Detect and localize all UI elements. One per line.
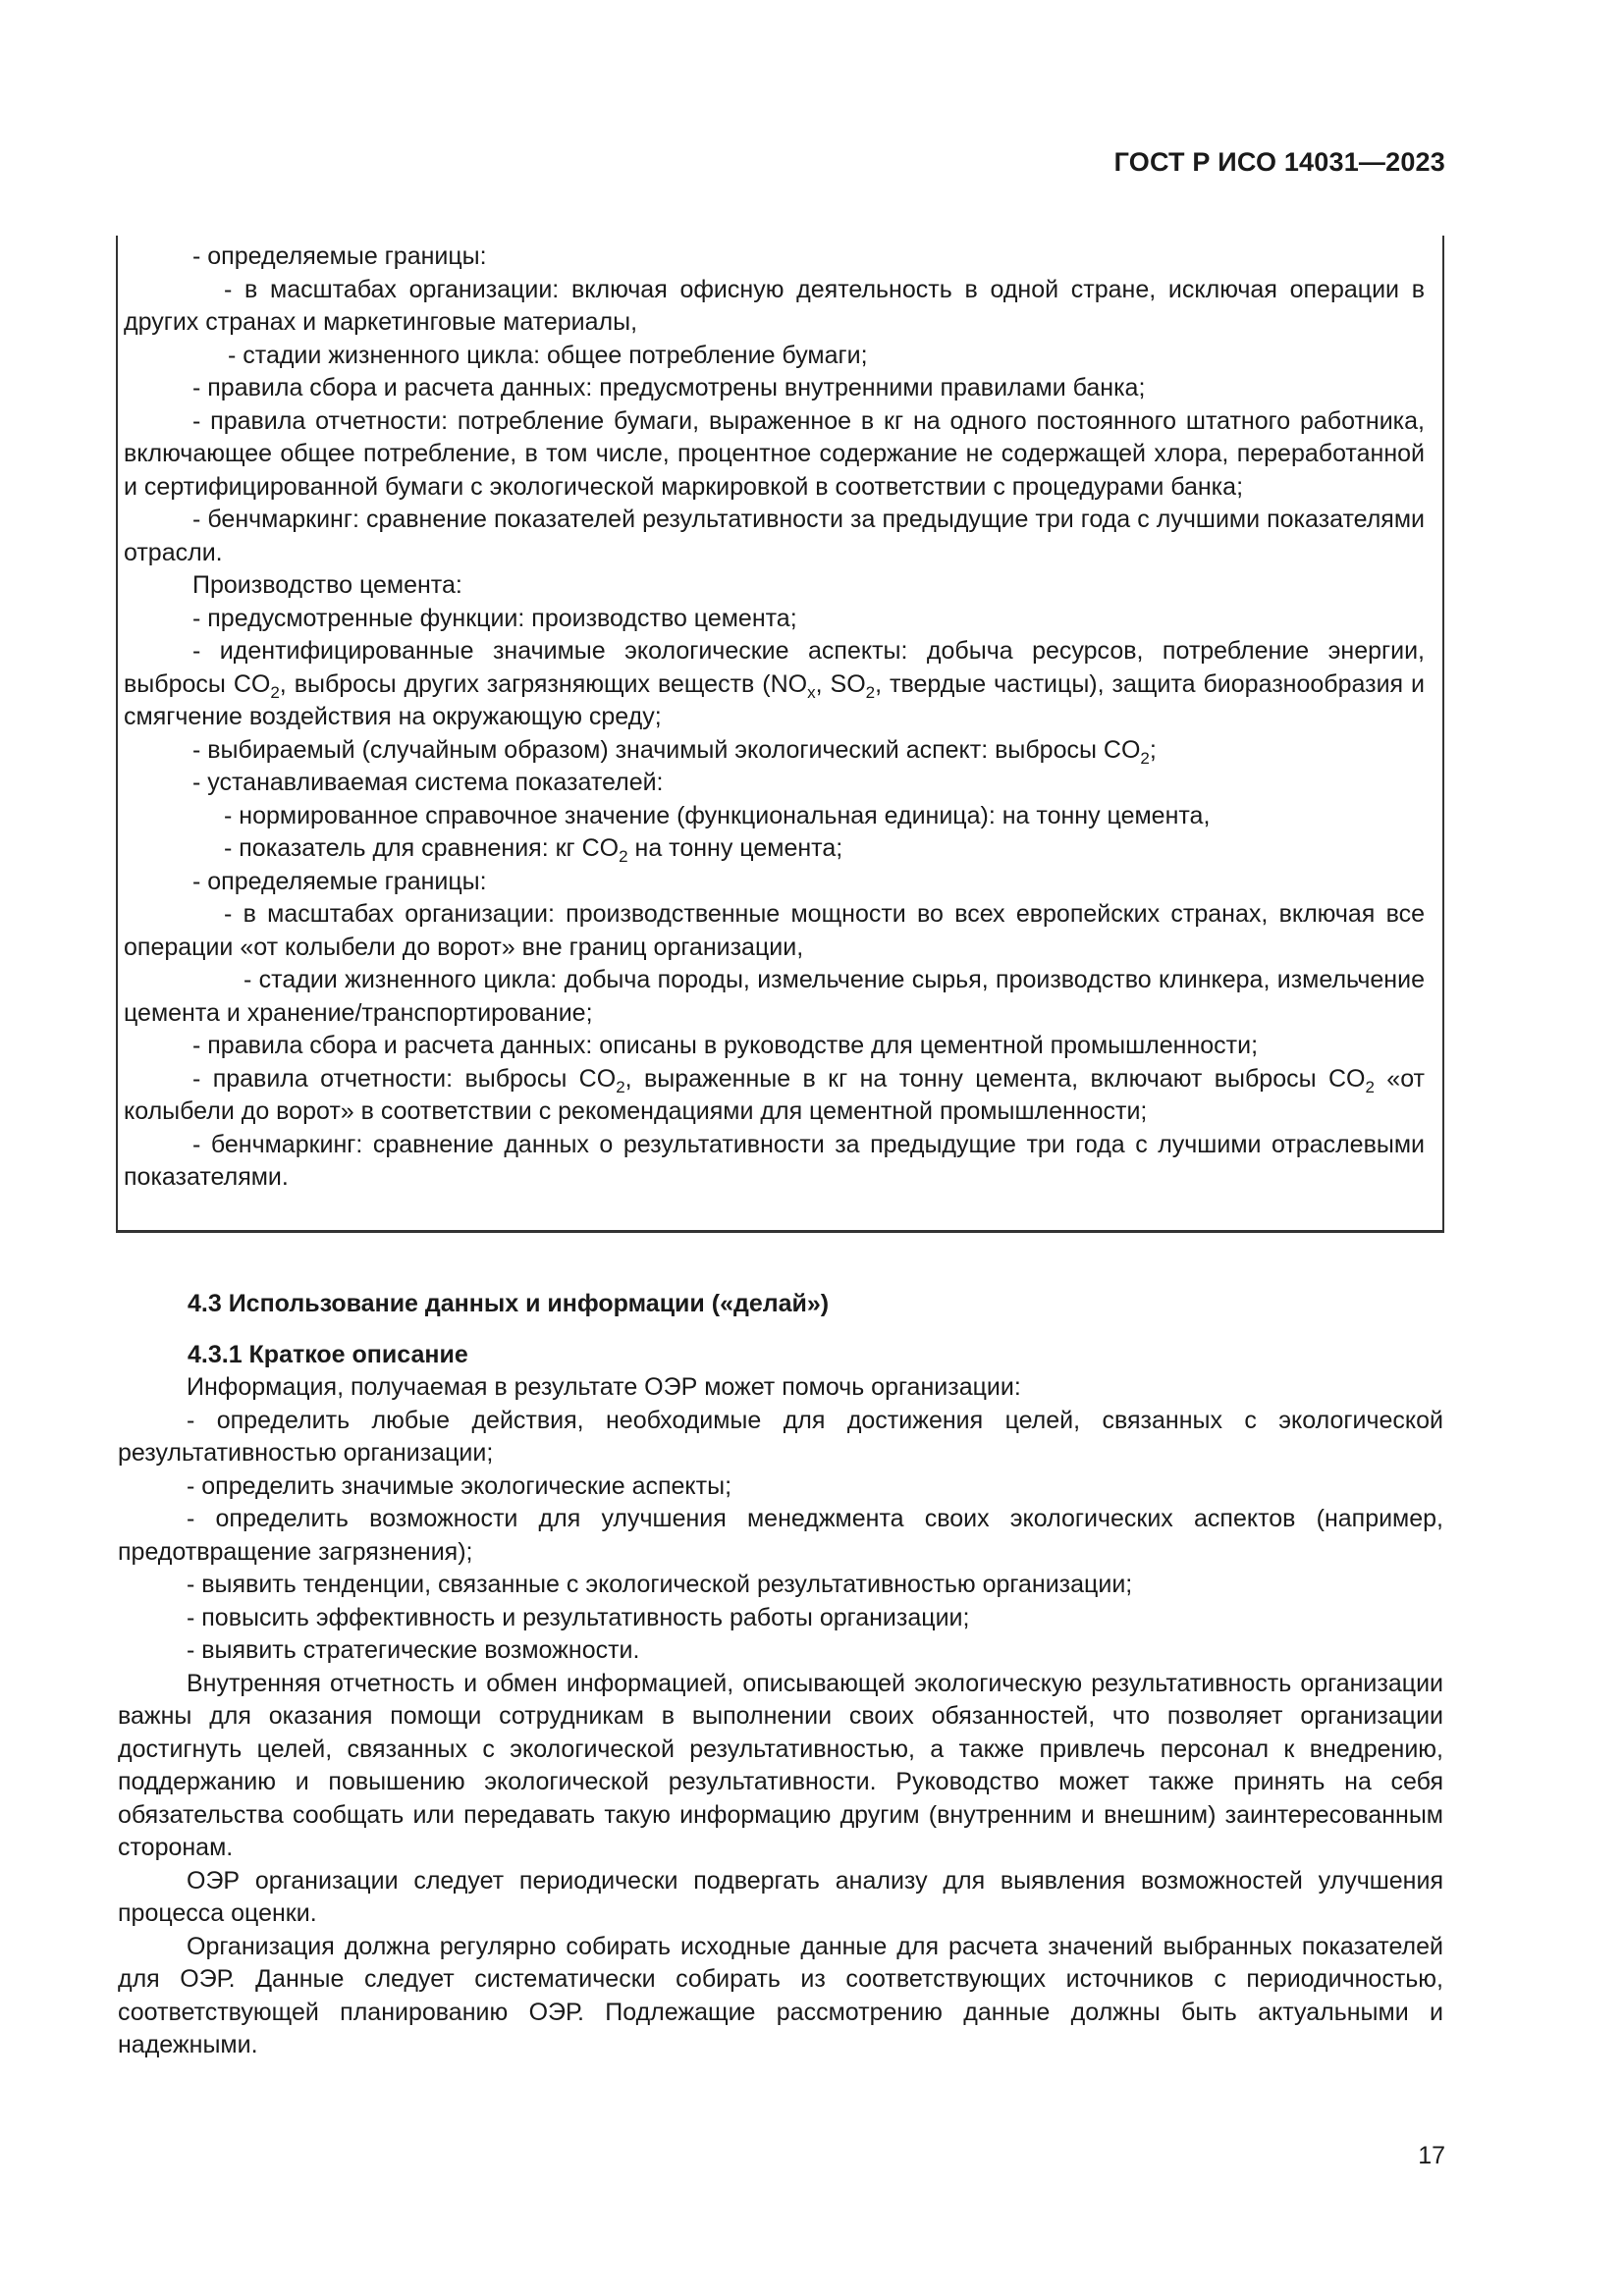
paragraph: Внутренняя отчетность и обмен информацией, описывающей экологическую результативность организации важны для оказания помощи сотрудникам в выполнении своих обязанностей, что позволяет организации достигнуть целей, связанных с экологической результативностью, а также привлечь персонал к внедрению, поддержанию и повышению экологической результативности. Руководство может также принять на себя обязательства сообщать или передавать такую информацию другим (внутренним и внешним) заинтересованным сторонам. (118, 1669, 1443, 1861)
list-item: - определить значимые экологические аспекты; (187, 1471, 732, 1500)
box-line: - определяемые границы: (192, 242, 487, 270)
box-line: - определяемые границы: (192, 867, 487, 895)
list-item: - определить любые действия, необходимые для достижения целей, связанных с экологической результативностью организации; (118, 1406, 1443, 1467)
box-line: - выбираемый (случайным образом) значимый экологический аспект: выбросы $CO_2$; (192, 735, 1157, 768)
box-line: - правила сбора и расчета данных: предусмотрены внутренними правилами банка; (192, 374, 1146, 401)
box-line: - нормированное справочное значение (функциональная единица): на тонну цемента, (224, 801, 1211, 829)
box-line: Производство цемента: (192, 571, 462, 599)
example-box (116, 236, 1444, 1233)
box-line: - показатель для сравнения: кг $CO_2$ на тонну цемента; (224, 834, 843, 866)
box-line: - идентифицированные значимые экологические аспекты: добыча ресурсов, потребление энергии, выбросы $CO_2$, выбросы других загрязняющих веществ ($NO_x$, $SO_2$, твердые частицы), защита биоразнообразия и смягчение воздействия на окружающую среду; (124, 637, 1426, 730)
box-line: - правила отчетности: выбросы $CO_2$, выраженные в кг на тонну цемента, включают выбросы $CO_2$ «от колыбели до ворот» в соответствии с рекомендациями для цементной промышленности; (124, 1064, 1426, 1125)
box-line: - бенчмаркинг: сравнение данных о результативности за предыдущие три года с лучшими отраслевыми показателями. (124, 1130, 1425, 1191)
paragraph: Организация должна регулярно собирать исходные данные для расчета значений выбранных показателей для ОЭР. Данные следует систематически собирать из соответствующих источников с периодичностью, соответствующей планированию ОЭР. Подлежащие рассмотрению данные должны быть актуальными и надежными. (118, 1932, 1443, 2058)
list-item: - определить возможности для улучшения менеджмента своих экологических аспектов (например, предотвращение загрязнения); (118, 1505, 1443, 1566)
list-item: - выявить стратегические возможности. (187, 1636, 640, 1664)
box-line: - правила сбора и расчета данных: описаны в руководстве для цементной промышленности; (192, 1032, 1259, 1059)
box-line: - бенчмаркинг: сравнение показателей результативности за предыдущие три года с лучшими показателями отрасли. (124, 506, 1425, 566)
subsection-heading: 4.3.1 Краткое описание (188, 1340, 468, 1368)
list-item: - выявить тенденции, связанные с экологической результативностью организации; (187, 1571, 1133, 1598)
box-line: - устанавливаемая система показателей: (192, 769, 664, 796)
section-heading: 4.3 Использование данных и информации («делай») (188, 1290, 830, 1317)
paragraph: Информация, получаемая в результате ОЭР может помочь организации: (187, 1373, 1021, 1401)
list-item: - повысить эффективность и результативность работы организации; (187, 1603, 970, 1631)
section-4-3 (118, 1288, 1443, 2062)
box-line: - стадии жизненного цикла: общее потребление бумаги; (228, 341, 868, 369)
page-number: 17 (1418, 2142, 1445, 2169)
document-header: ГОСТ Р ИСО 14031—2023 (1113, 147, 1445, 177)
box-line: - в масштабах организации: производственные мощности во всех европейских странах, включая все операции «от колыбели до ворот» вне границ организации, (124, 900, 1425, 961)
box-line: - стадии жизненного цикла: добыча породы, измельчение сырья, производство клинкера, измельчение цемента и хранение/транспортирование; (124, 966, 1425, 1027)
box-line: - правила отчетности: потребление бумаги, выраженное в кг на одного постоянного штатного работника, включающее общее потребление, в том числе, процентное содержание не содержащей хлора, переработанной и сертифицированной бумаги с экологической маркировкой в соответствии с процедурами банка; (124, 406, 1425, 501)
paragraph: ОЭР организации следует периодически подвергать анализу для выявления возможностей улучшения процесса оценки. (118, 1866, 1443, 1927)
box-line: - в масштабах организации: включая офисную деятельность в одной стране, исключая операции в других странах и маркетинговые материалы, (124, 275, 1425, 336)
box-line: - предусмотренные функции: производство цемента; (192, 604, 797, 632)
